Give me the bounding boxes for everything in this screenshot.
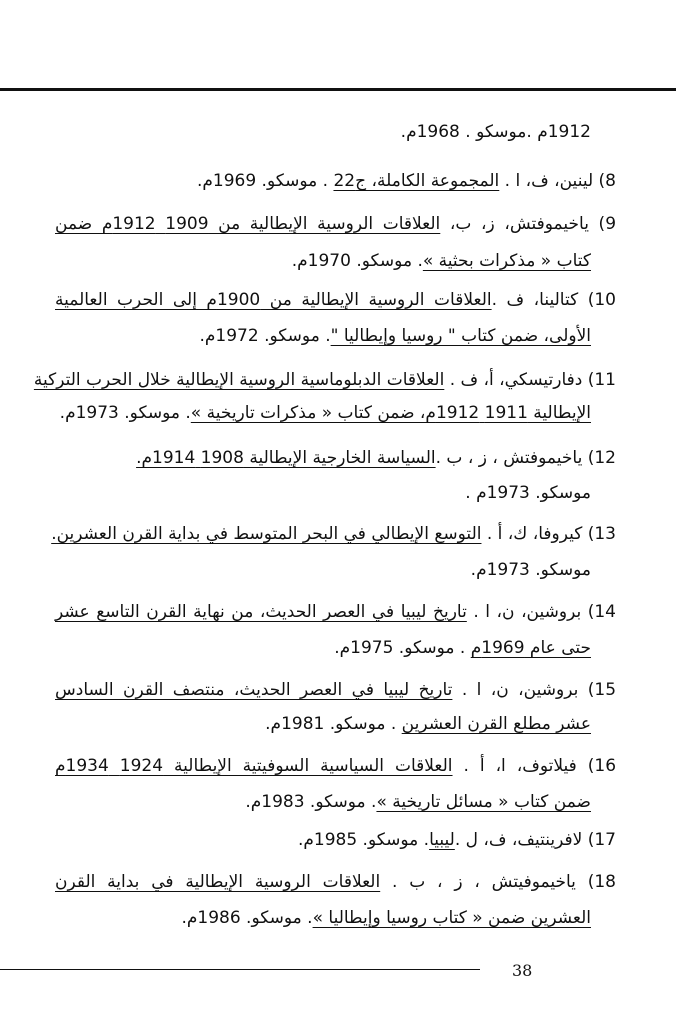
entry-text: 8) لينين، ف، ا . <box>499 171 616 191</box>
entry-text: . موسكو. 1973م. <box>59 403 191 423</box>
entry-title: العلاقات الروسية الإيطالية من 1909 1912م ضمن <box>55 214 441 234</box>
entry-line <box>471 558 591 582</box>
entry-line <box>199 324 591 348</box>
entry-text: . موسكو. 1969م. <box>196 171 334 191</box>
entry-text: 11) دفارتيسكي، أ، ف . <box>444 370 616 390</box>
entry-text: موسكو. 1973م . <box>465 483 591 503</box>
entry-line <box>55 870 616 894</box>
entry-title: العلاقات الروسية الإيطالية في بداية القرن <box>55 872 381 892</box>
entry-title: كتاب « مذكرات بحثية » <box>422 251 591 271</box>
entry-line <box>292 249 591 273</box>
entry-line <box>55 678 616 702</box>
entry-text: 9) ياخيموفتش، ز، ب، <box>440 214 617 234</box>
entry-text: 15) بروشين، ن، ا . <box>452 680 617 700</box>
entry-title: تاريخ ليبيا في العصر الحديث، من نهاية القرن التاسع عشر <box>55 602 467 622</box>
entry-title: العلاقات السياسية السوفيتية الإيطالية 1924 1934م <box>55 756 453 776</box>
entry-title: المجموعة الكاملة، ج22 <box>333 171 500 191</box>
entry-text: 10) كتالينا، ف . <box>491 290 616 310</box>
entry-title: تاريخ ليبيا في العصر الحديث، منتصف القرن السادس <box>55 680 453 700</box>
entry-line <box>245 790 591 814</box>
entry-line <box>265 712 591 736</box>
entry-text: 18) ياخيموفيتش ، ز ، ب . <box>380 872 616 892</box>
entry-text: . موسكو. 1981م. <box>265 714 402 734</box>
entry-line <box>298 828 616 852</box>
entry-title: ضمن كتاب « مسائل تاريخية » <box>376 792 591 812</box>
top-rule <box>0 88 676 91</box>
entry-title: العلاقات الروسية الإيطالية من 1900م إلى الحرب العالمية <box>55 290 492 310</box>
entry-title: العشرين ضمن « كتاب روسيا وإيطاليا » <box>312 908 591 928</box>
entry-title: السياسة الخارجية الإيطالية 1908 1914م. <box>136 448 436 468</box>
entry-text: 14) بروشين، ن، ا . <box>466 602 616 622</box>
page-number: 38 <box>512 961 533 980</box>
entry-line <box>55 754 616 778</box>
entry-text: . موسكو. 1972م. <box>199 326 331 346</box>
entry-line <box>181 906 591 930</box>
entry-line <box>33 368 616 392</box>
entry-line <box>51 522 616 546</box>
entry-text: 13) كيروفا، ك، أ . <box>481 524 616 544</box>
entry-line <box>197 169 616 193</box>
entry-line <box>55 288 616 312</box>
entry-text: 17) لافرينتيف، ف، ل . <box>454 830 616 850</box>
entry-line <box>136 446 616 470</box>
entry-line <box>55 212 616 236</box>
entry-title: العلاقات الدبلوماسية الروسية الإيطالية خلال الحرب التركية <box>33 370 445 390</box>
entry-text: . موسكو. 1983م. <box>245 792 377 812</box>
entry-title: الأولى، ضمن كتاب " روسيا وإيطاليا " <box>330 326 591 346</box>
entry-text: . موسكو. 1986م. <box>181 908 313 928</box>
entry-text: . موسكو. 1970م. <box>291 251 423 271</box>
entry-text: 12) ياخيموفتش ، ز ، ب . <box>435 448 616 468</box>
entry-line <box>401 120 591 144</box>
entry-text: 16) فيلاتوف، ا، أ . <box>452 756 617 776</box>
entry-title: حتى عام 1969م <box>470 638 591 658</box>
entry-text: موسكو. 1973م. <box>470 560 591 580</box>
entry-line <box>60 401 591 425</box>
entry-title: ليبيا <box>429 830 455 850</box>
entry-line <box>465 481 591 505</box>
entry-title: التوسع الإيطالي في البحر المتوسط في بداية القرن العشرين. <box>51 524 482 544</box>
entry-title: عشر مطلع القرن العشرين <box>401 714 591 734</box>
entry-text: . موسكو. 1985م. <box>297 830 430 850</box>
entry-line <box>55 600 616 624</box>
entry-text: . موسكو. 1975م. <box>334 638 471 658</box>
footer-rule <box>0 969 480 970</box>
entry-line <box>334 636 591 660</box>
entry-text: 1912م .موسكو . 1968م. <box>400 122 591 142</box>
entry-title: الإيطالية 1911 1912م، ضمن كتاب « مذكرات تاريخية » <box>190 403 591 423</box>
